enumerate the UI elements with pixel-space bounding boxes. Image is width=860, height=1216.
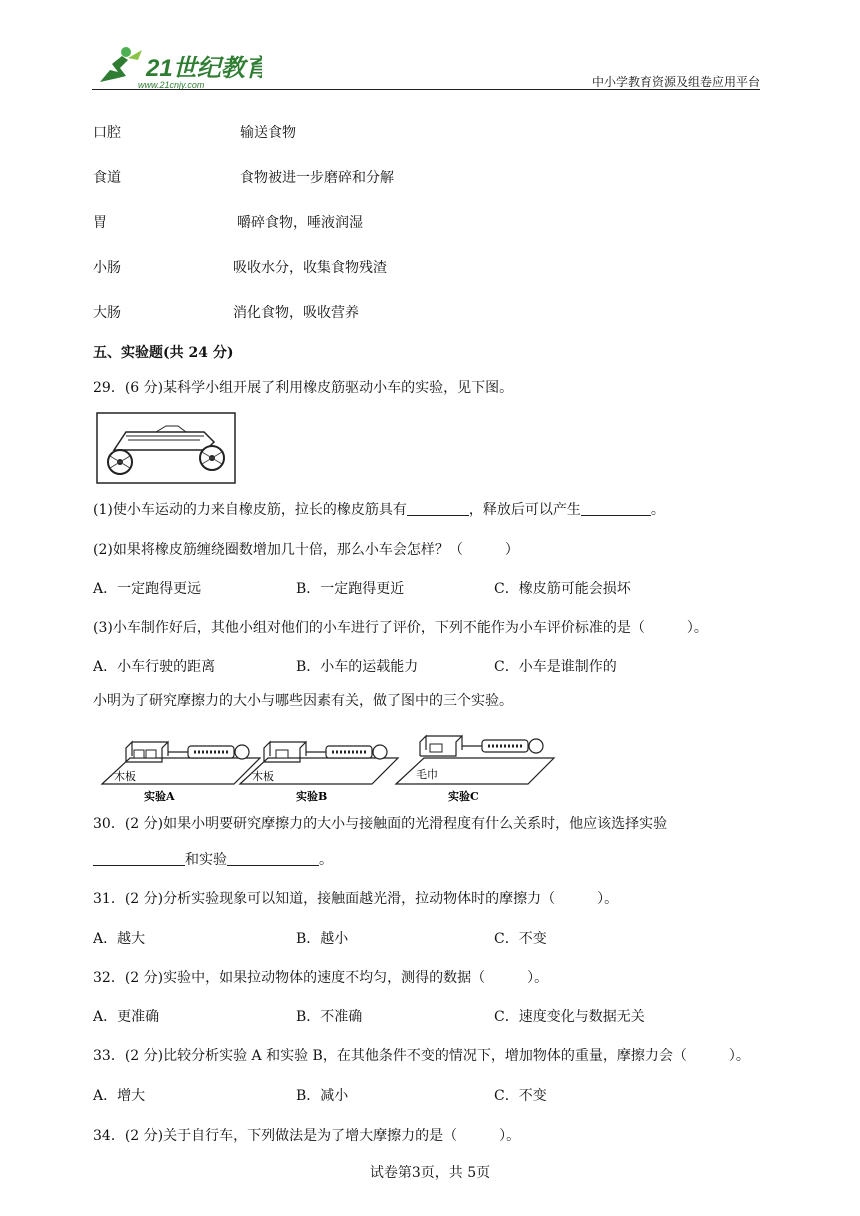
- q29-sub2-option-c[interactable]: C．橡皮筋可能会损坏: [494, 581, 631, 597]
- q31-stem: 31．(2 分)分析实验现象可以知道，接触面越光滑，拉动物体时的摩擦力（ ）。: [93, 891, 619, 907]
- q30-stem: 30．(2 分)如果小明要研究摩擦力的大小与接触面的光滑程度有什么关系时，他应该选择实验: [93, 816, 668, 832]
- q32-option-b[interactable]: B．不准确: [296, 1009, 363, 1025]
- q33-option-c[interactable]: C．不变: [494, 1088, 547, 1104]
- q29-sub3-option-a[interactable]: A．小车行驶的距离: [93, 659, 216, 675]
- q29-sub2-option-b[interactable]: B．一定跑得更近: [296, 581, 405, 597]
- runner-logo-icon: [100, 47, 142, 82]
- friction-experiments-figure: [100, 726, 560, 810]
- exp-a-caption: 实验A: [144, 790, 175, 803]
- function-4: 吸收水分，收集食物残渣: [233, 260, 387, 276]
- function-2: 食物被进一步磨碎和分解: [240, 170, 394, 186]
- site-logo: [92, 42, 262, 92]
- logo-text: 21世纪教育: [146, 55, 262, 82]
- logo-url: www.21cnjy.com: [138, 80, 205, 90]
- exp-c-caption: 实验C: [448, 790, 479, 803]
- platform-name: 中小学教育资源及组卷应用平台: [591, 75, 760, 89]
- q33-option-a[interactable]: A．增大: [93, 1088, 146, 1104]
- answer-blank-1[interactable]: [407, 501, 469, 516]
- q31-option-c[interactable]: C．不变: [494, 931, 547, 947]
- q29-sub1: (1)使小车运动的力来自橡皮筋，拉长的橡皮筋具有 ，释放后可以产生 。: [93, 502, 665, 518]
- function-1: 输送食物: [240, 125, 296, 141]
- section-title: 五、实验题(共 24 分): [93, 345, 234, 361]
- q30-line2: 和实验 。: [93, 851, 333, 869]
- page-footer: 试卷第3页，共 5页: [369, 1165, 491, 1181]
- q33-stem: 33．(2 分)比较分析实验 A 和实验 B，在其他条件不变的情况下，增加物体的重量，摩擦力会（ ）。: [93, 1048, 750, 1064]
- q29-sub3-option-c[interactable]: C．小车是谁制作的: [494, 659, 617, 675]
- organ-large-intestine: 大肠: [93, 305, 121, 321]
- exp-b-surface: 木板: [252, 770, 274, 783]
- q29-sub2-option-a[interactable]: A．一定跑得更远: [93, 581, 202, 597]
- q29-sub2: (2)如果将橡皮筋缠绕圈数增加几十倍，那么小车会怎样？（ ）: [93, 542, 519, 558]
- q29-sub3: (3)小车制作好后，其他小组对他们的小车进行了评价，下列不能作为小车评价标准的是（ ）。: [93, 620, 708, 636]
- friction-intro: 小明为了研究摩擦力的大小与哪些因素有关，做了图中的三个实验。: [93, 693, 513, 709]
- answer-blank-2[interactable]: [581, 501, 651, 516]
- organ-esophagus: 食道: [93, 170, 121, 186]
- q34-stem: 34．(2 分)关于自行车，下列做法是为了增大摩擦力的是（ ）。: [93, 1128, 521, 1144]
- exp-a-surface: 木板: [114, 770, 136, 783]
- q32-option-c[interactable]: C．速度变化与数据无关: [494, 1009, 645, 1025]
- q32-option-a[interactable]: A．更准确: [93, 1009, 160, 1025]
- q29-sub3-option-b[interactable]: B．小车的运载能力: [296, 659, 419, 675]
- experiment-a: [102, 742, 260, 803]
- q33-option-b[interactable]: B．减小: [296, 1088, 349, 1104]
- answer-blank-3[interactable]: [93, 851, 185, 866]
- organ-stomach: 胃: [93, 215, 107, 231]
- exp-c-surface: 毛巾: [416, 768, 438, 781]
- function-3: 嚼碎食物，唾液润湿: [237, 215, 363, 231]
- header-divider: [92, 89, 760, 90]
- q31-option-a[interactable]: A．越大: [93, 931, 146, 947]
- q32-stem: 32．(2 分)实验中，如果拉动物体的速度不均匀，测得的数据（ ）。: [93, 970, 549, 986]
- rubber-band-car-figure: [96, 412, 236, 488]
- function-5: 消化食物，吸收营养: [233, 305, 359, 321]
- organ-mouth: 口腔: [93, 125, 121, 141]
- exp-b-caption: 实验B: [296, 790, 328, 803]
- organ-small-intestine: 小肠: [93, 260, 121, 276]
- answer-blank-4[interactable]: [227, 851, 319, 866]
- experiment-c: [396, 736, 554, 803]
- experiment-b: [240, 742, 398, 803]
- q29-stem: 29．(6 分)某科学小组开展了利用橡皮筋驱动小车的实验，见下图。: [93, 380, 514, 396]
- q31-option-b[interactable]: B．越小: [296, 931, 349, 947]
